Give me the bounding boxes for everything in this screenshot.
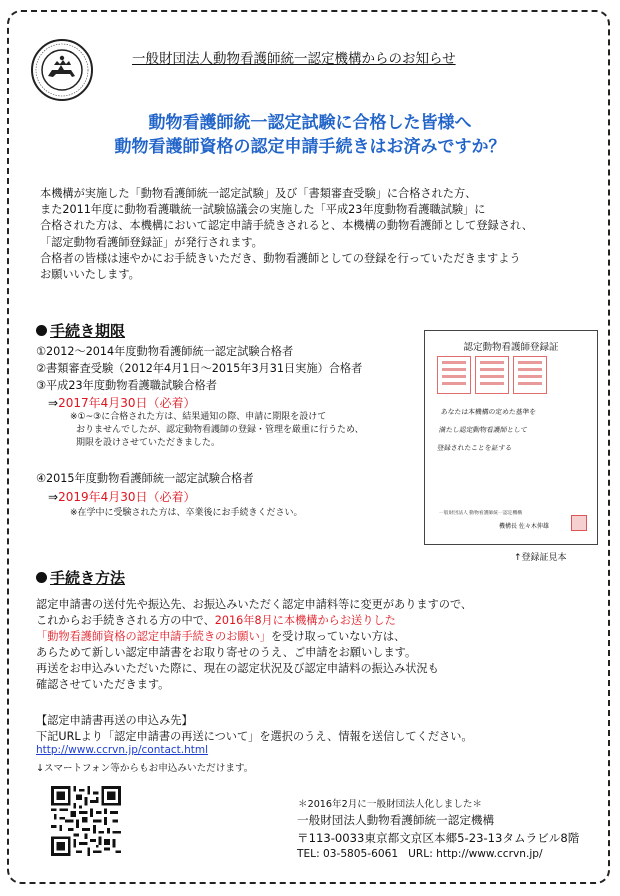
intro-line: また2011年度に動物看護職統一試験協議会の実施した「平成23年度動物看護職試験」に [40,203,486,217]
arrow-icon: ⇒ [48,490,59,504]
certificate-signer: 機構長 佐々木伸雄 [499,523,549,530]
association-seal-logo [30,38,94,102]
deadline-item-1: ①2012～2014年度動物看護師統一認定試験合格者 [36,345,294,358]
method-line: 「動物看護師資格の認定申請手続きのお願い」を受け取っていない方は、 [36,630,406,643]
deadline-item-3: ③平成23年度動物看護職試験合格者 [36,379,217,392]
bullet-icon [36,325,47,336]
intro-paragraph [40,186,600,283]
resend-heading: 【認定申請書再送の申込み先】 [36,714,193,727]
bullet-icon [36,572,47,583]
contact-link[interactable]: http://www.ccrvn.jp/contact.html [36,744,209,756]
header-notice: 一般財団法人動物看護師統一認定機構からのお知らせ [132,51,456,67]
footer-address: 〒113-0033東京都文京区本郷5-23-13タムラビル8階 [297,831,580,845]
deadline-2: ⇒2019年4月30日（必着） [48,490,196,504]
method-line: これからお手続きされる方の中で、2016年8月に本機構からお送りした [36,614,396,627]
footer-url[interactable]: http://www.ccrvn.jp/ [436,848,543,860]
method-line: 確認させていただきます。 [36,678,170,691]
resend-instruction: 下記URLより「認定申請書の再送について」を選択のうえ、情報を送信してください。 [36,730,473,743]
footer-org: 一般財団法人動物看護師統一認定機構 [297,813,495,827]
deadline-item-4: ④2015年度動物看護師統一認定試験合格者 [36,472,254,485]
photo-stamp-icon [437,356,471,394]
intro-line: お願いいたします。 [40,268,140,282]
photo-stamp-icon [475,356,509,394]
certificate-body: あなたは本機構の定めた基準を 満たし認定動物看護師として 登録されたことを証する [436,408,537,452]
footer-contact: TEL: 03-5805-6061 URL: http://www.ccrvn.jp/ [297,848,543,860]
intro-line: 「認定動物看護師登録証」が発行されます。 [40,235,263,249]
certificate-issuer: 一般財団法人 動物看護師統一認定機構 [439,511,523,516]
page-title-line2: 動物看護師資格の認定申請手続きはお済みですか？ [114,137,506,157]
deadline-item-2: ②書類審査受験（2012年4月1日～2015年3月31日実施）合格者 [36,362,363,375]
deadline-note-2: ※在学中に受験された方は、卒業後にお手続きください。 [70,508,303,518]
photo-stamp-icon [513,356,547,394]
smartphone-note: ↓スマートフォン等からもお申込みいただけます。 [36,763,254,774]
method-line: 再送をお申込みいただいた際に、現在の認定状況及び認定申請料の振込み状況も [36,662,439,675]
deadline-note-1: ※①~③に合格された方は、結果通知の際、申請に期限を設けて おりませんでしたが、認定動物看護師の登録・管理を厳重に行うため、 期限を設けさせていただきました。 [70,412,364,448]
page-title-line1: 動物看護師統一認定試験に合格した皆様へ [148,113,472,133]
deadline-section-heading: 手続き期限 [36,320,125,341]
intro-line: 本機構が実施した「動物看護師統一認定試験」及び「書類審査受験」に合格された方、 [40,187,477,200]
intro-line: 合格者の皆様は速やかにお手続きいただき、動物看護師としての登録を行っていただきますよう [40,251,521,265]
certificate-caption: ↑登録証見本 [514,553,567,563]
arrow-icon: ⇒ [48,396,59,410]
certificate-sample [424,330,598,545]
method-section-heading: 手続き方法 [36,567,125,588]
certificate-title: 認定動物看護師登録証 [463,342,559,353]
method-line: 認定申請書の送付先や振込先、お振込みいただく認定申請料等に変更がありますので、 [36,598,473,611]
method-line: あらためて新しい認定申請書をお取り寄せのうえ、ご申請をお願いします。 [36,646,417,659]
deadline-1: ⇒2017年4月30日（必着） [48,396,196,410]
seal-stamp-icon [571,515,587,531]
intro-line: 合格された方は、本機構において認定申請手続きされると、本機構の動物看護師として登録され、 [40,219,533,233]
qr-code-icon[interactable] [51,786,121,856]
footer-tel: 03-5805-6061 [323,848,399,860]
footer-note: ＊2016年2月に一般財団法人化しました＊ [298,799,483,810]
